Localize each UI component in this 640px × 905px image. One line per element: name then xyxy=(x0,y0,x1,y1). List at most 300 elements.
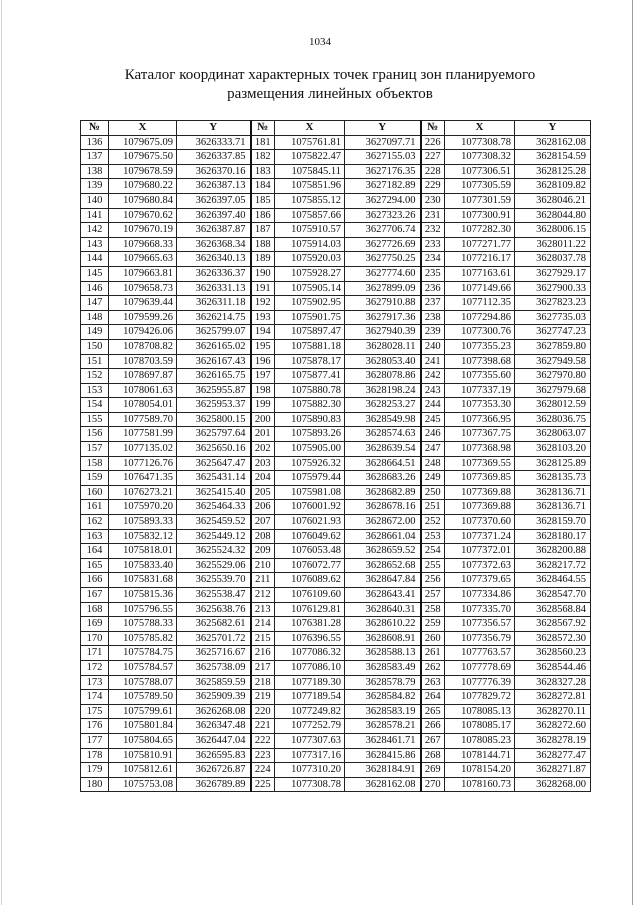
x-coordinate-cell: 1077355.60 xyxy=(445,369,515,384)
point-number-cell: 253 xyxy=(421,529,445,544)
point-number-cell: 257 xyxy=(421,588,445,603)
y-coordinate-cell: 3628610.22 xyxy=(345,617,421,632)
table-row xyxy=(81,339,591,354)
x-coordinate-cell: 1079658.73 xyxy=(109,281,177,296)
table-row xyxy=(81,471,591,486)
x-coordinate-cell: 1075753.08 xyxy=(109,777,177,792)
table-row xyxy=(81,602,591,617)
point-number-cell: 178 xyxy=(81,748,109,763)
point-number-cell: 229 xyxy=(421,179,445,194)
y-coordinate-cell: 3625701.72 xyxy=(177,631,251,646)
point-number-cell: 215 xyxy=(251,631,275,646)
x-coordinate-cell: 1077369.88 xyxy=(445,485,515,500)
x-coordinate-cell: 1079639.44 xyxy=(109,296,177,311)
x-coordinate-cell: 1075970.20 xyxy=(109,500,177,515)
x-coordinate-cell: 1075877.41 xyxy=(275,369,345,384)
table-row xyxy=(81,631,591,646)
y-coordinate-cell: 3628327.28 xyxy=(515,675,591,690)
x-coordinate-cell: 1075831.68 xyxy=(109,573,177,588)
x-coordinate-cell: 1075905.00 xyxy=(275,442,345,457)
x-coordinate-cell: 1077112.35 xyxy=(445,296,515,311)
y-coordinate-cell: 3628277.47 xyxy=(515,748,591,763)
y-coordinate-cell: 3626789.89 xyxy=(177,777,251,792)
header-y-1: Y xyxy=(177,121,251,136)
point-number-cell: 213 xyxy=(251,602,275,617)
x-coordinate-cell: 1077370.60 xyxy=(445,515,515,530)
point-number-cell: 227 xyxy=(421,150,445,165)
point-number-cell: 169 xyxy=(81,617,109,632)
x-coordinate-cell: 1077379.65 xyxy=(445,573,515,588)
x-coordinate-cell: 1077372.01 xyxy=(445,544,515,559)
point-number-cell: 248 xyxy=(421,456,445,471)
y-coordinate-cell: 3627750.25 xyxy=(345,252,421,267)
y-coordinate-cell: 3626595.83 xyxy=(177,748,251,763)
y-coordinate-cell: 3628664.51 xyxy=(345,456,421,471)
y-coordinate-cell: 3626370.16 xyxy=(177,164,251,179)
point-number-cell: 239 xyxy=(421,325,445,340)
y-coordinate-cell: 3628578.21 xyxy=(345,719,421,734)
y-coordinate-cell: 3625797.64 xyxy=(177,427,251,442)
table-row xyxy=(81,135,591,150)
y-coordinate-cell: 3625431.14 xyxy=(177,471,251,486)
x-coordinate-cell: 1075789.50 xyxy=(109,690,177,705)
x-coordinate-cell: 1079675.09 xyxy=(109,135,177,150)
y-coordinate-cell: 3628154.59 xyxy=(515,150,591,165)
x-coordinate-cell: 1077334.86 xyxy=(445,588,515,603)
y-coordinate-cell: 3627940.39 xyxy=(345,325,421,340)
point-number-cell: 179 xyxy=(81,763,109,778)
y-coordinate-cell: 3628672.00 xyxy=(345,515,421,530)
y-coordinate-cell: 3626167.43 xyxy=(177,354,251,369)
x-coordinate-cell: 1077335.70 xyxy=(445,602,515,617)
point-number-cell: 258 xyxy=(421,602,445,617)
point-number-cell: 205 xyxy=(251,485,275,500)
point-number-cell: 141 xyxy=(81,208,109,223)
point-number-cell: 216 xyxy=(251,646,275,661)
point-number-cell: 267 xyxy=(421,733,445,748)
x-coordinate-cell: 1078154.20 xyxy=(445,763,515,778)
table-row xyxy=(81,442,591,457)
x-coordinate-cell: 1076109.60 xyxy=(275,588,345,603)
x-coordinate-cell: 1077308.78 xyxy=(445,135,515,150)
y-coordinate-cell: 3626347.48 xyxy=(177,719,251,734)
x-coordinate-cell: 1075851.96 xyxy=(275,179,345,194)
x-coordinate-cell: 1079680.84 xyxy=(109,193,177,208)
point-number-cell: 219 xyxy=(251,690,275,705)
y-coordinate-cell: 3628643.41 xyxy=(345,588,421,603)
point-number-cell: 158 xyxy=(81,456,109,471)
point-number-cell: 138 xyxy=(81,164,109,179)
y-coordinate-cell: 3628036.75 xyxy=(515,412,591,427)
table-row xyxy=(81,296,591,311)
point-number-cell: 237 xyxy=(421,296,445,311)
y-coordinate-cell: 3628271.87 xyxy=(515,763,591,778)
y-coordinate-cell: 3627155.03 xyxy=(345,150,421,165)
point-number-cell: 164 xyxy=(81,544,109,559)
point-number-cell: 142 xyxy=(81,223,109,238)
x-coordinate-cell: 1079680.22 xyxy=(109,179,177,194)
point-number-cell: 217 xyxy=(251,660,275,675)
point-number-cell: 269 xyxy=(421,763,445,778)
x-coordinate-cell: 1075785.82 xyxy=(109,631,177,646)
point-number-cell: 150 xyxy=(81,339,109,354)
point-number-cell: 207 xyxy=(251,515,275,530)
page-number: 1034 xyxy=(309,36,331,48)
point-number-cell: 172 xyxy=(81,660,109,675)
y-coordinate-cell: 3625909.39 xyxy=(177,690,251,705)
y-coordinate-cell: 3625953.37 xyxy=(177,398,251,413)
x-coordinate-cell: 1077776.39 xyxy=(445,675,515,690)
table-row xyxy=(81,179,591,194)
x-coordinate-cell: 1077189.30 xyxy=(275,675,345,690)
x-coordinate-cell: 1077086.32 xyxy=(275,646,345,661)
table-row xyxy=(81,558,591,573)
point-number-cell: 167 xyxy=(81,588,109,603)
point-number-cell: 232 xyxy=(421,223,445,238)
point-number-cell: 260 xyxy=(421,631,445,646)
y-coordinate-cell: 3628640.31 xyxy=(345,602,421,617)
point-number-cell: 171 xyxy=(81,646,109,661)
y-coordinate-cell: 3628044.80 xyxy=(515,208,591,223)
x-coordinate-cell: 1075905.14 xyxy=(275,281,345,296)
x-coordinate-cell: 1075788.07 xyxy=(109,675,177,690)
y-coordinate-cell: 3628560.23 xyxy=(515,646,591,661)
y-coordinate-cell: 3628103.20 xyxy=(515,442,591,457)
x-coordinate-cell: 1075796.55 xyxy=(109,602,177,617)
point-number-cell: 251 xyxy=(421,500,445,515)
point-number-cell: 211 xyxy=(251,573,275,588)
point-number-cell: 198 xyxy=(251,383,275,398)
table-row xyxy=(81,704,591,719)
point-number-cell: 252 xyxy=(421,515,445,530)
point-number-cell: 270 xyxy=(421,777,445,792)
y-coordinate-cell: 3626311.18 xyxy=(177,296,251,311)
y-coordinate-cell: 3627970.80 xyxy=(515,369,591,384)
table-row xyxy=(81,733,591,748)
x-coordinate-cell: 1077249.82 xyxy=(275,704,345,719)
y-coordinate-cell: 3627929.17 xyxy=(515,266,591,281)
point-number-cell: 174 xyxy=(81,690,109,705)
y-coordinate-cell: 3625638.76 xyxy=(177,602,251,617)
y-coordinate-cell: 3628608.91 xyxy=(345,631,421,646)
y-coordinate-cell: 3625529.06 xyxy=(177,558,251,573)
y-coordinate-cell: 3628078.86 xyxy=(345,369,421,384)
y-coordinate-cell: 3626268.08 xyxy=(177,704,251,719)
x-coordinate-cell: 1075799.61 xyxy=(109,704,177,719)
point-number-cell: 177 xyxy=(81,733,109,748)
y-coordinate-cell: 3625647.47 xyxy=(177,456,251,471)
y-coordinate-cell: 3626337.85 xyxy=(177,150,251,165)
table-row xyxy=(81,573,591,588)
x-coordinate-cell: 1075893.33 xyxy=(109,515,177,530)
x-coordinate-cell: 1077589.70 xyxy=(109,412,177,427)
point-number-cell: 183 xyxy=(251,164,275,179)
y-coordinate-cell: 3628682.89 xyxy=(345,485,421,500)
y-coordinate-cell: 3626165.02 xyxy=(177,339,251,354)
point-number-cell: 175 xyxy=(81,704,109,719)
y-coordinate-cell: 3628125.89 xyxy=(515,456,591,471)
point-number-cell: 224 xyxy=(251,763,275,778)
x-coordinate-cell: 1077271.77 xyxy=(445,237,515,252)
y-coordinate-cell: 3627182.89 xyxy=(345,179,421,194)
x-coordinate-cell: 1075882.30 xyxy=(275,398,345,413)
point-number-cell: 154 xyxy=(81,398,109,413)
point-number-cell: 136 xyxy=(81,135,109,150)
x-coordinate-cell: 1075880.78 xyxy=(275,383,345,398)
y-coordinate-cell: 3628544.46 xyxy=(515,660,591,675)
y-coordinate-cell: 3628572.30 xyxy=(515,631,591,646)
table-header-row xyxy=(81,121,591,136)
y-coordinate-cell: 3628063.07 xyxy=(515,427,591,442)
x-coordinate-cell: 1077163.61 xyxy=(445,266,515,281)
header-y-2: Y xyxy=(345,121,421,136)
table-row xyxy=(81,456,591,471)
table-row xyxy=(81,398,591,413)
x-coordinate-cell: 1076053.48 xyxy=(275,544,345,559)
y-coordinate-cell: 3628217.72 xyxy=(515,558,591,573)
point-number-cell: 201 xyxy=(251,427,275,442)
point-number-cell: 162 xyxy=(81,515,109,530)
y-coordinate-cell: 3628012.59 xyxy=(515,398,591,413)
point-number-cell: 221 xyxy=(251,719,275,734)
y-coordinate-cell: 3626165.75 xyxy=(177,369,251,384)
x-coordinate-cell: 1077398.68 xyxy=(445,354,515,369)
y-coordinate-cell: 3625800.15 xyxy=(177,412,251,427)
x-coordinate-cell: 1077301.59 xyxy=(445,193,515,208)
x-coordinate-cell: 1077371.24 xyxy=(445,529,515,544)
y-coordinate-cell: 3628584.82 xyxy=(345,690,421,705)
y-coordinate-cell: 3625859.59 xyxy=(177,675,251,690)
y-coordinate-cell: 3628683.26 xyxy=(345,471,421,486)
x-coordinate-cell: 1075812.61 xyxy=(109,763,177,778)
point-number-cell: 199 xyxy=(251,398,275,413)
x-coordinate-cell: 1077372.63 xyxy=(445,558,515,573)
x-coordinate-cell: 1077763.57 xyxy=(445,646,515,661)
point-number-cell: 230 xyxy=(421,193,445,208)
point-number-cell: 243 xyxy=(421,383,445,398)
y-coordinate-cell: 3627323.26 xyxy=(345,208,421,223)
table-row xyxy=(81,237,591,252)
y-coordinate-cell: 3628136.71 xyxy=(515,485,591,500)
header-x-2: X xyxy=(275,121,345,136)
point-number-cell: 189 xyxy=(251,252,275,267)
point-number-cell: 202 xyxy=(251,442,275,457)
y-coordinate-cell: 3627735.03 xyxy=(515,310,591,325)
point-number-cell: 249 xyxy=(421,471,445,486)
x-coordinate-cell: 1077126.76 xyxy=(109,456,177,471)
scan-edge-right xyxy=(632,0,633,905)
point-number-cell: 144 xyxy=(81,252,109,267)
x-coordinate-cell: 1077282.30 xyxy=(445,223,515,238)
y-coordinate-cell: 3628415.86 xyxy=(345,748,421,763)
point-number-cell: 139 xyxy=(81,179,109,194)
point-number-cell: 247 xyxy=(421,442,445,457)
x-coordinate-cell: 1075914.03 xyxy=(275,237,345,252)
x-coordinate-cell: 1079665.63 xyxy=(109,252,177,267)
point-number-cell: 145 xyxy=(81,266,109,281)
x-coordinate-cell: 1077366.95 xyxy=(445,412,515,427)
y-coordinate-cell: 3626397.05 xyxy=(177,193,251,208)
x-coordinate-cell: 1075822.47 xyxy=(275,150,345,165)
y-coordinate-cell: 3625464.33 xyxy=(177,500,251,515)
y-coordinate-cell: 3628578.79 xyxy=(345,675,421,690)
x-coordinate-cell: 1078085.13 xyxy=(445,704,515,719)
x-coordinate-cell: 1075761.81 xyxy=(275,135,345,150)
y-coordinate-cell: 3628272.81 xyxy=(515,690,591,705)
x-coordinate-cell: 1078144.71 xyxy=(445,748,515,763)
y-coordinate-cell: 3625539.70 xyxy=(177,573,251,588)
y-coordinate-cell: 3625415.40 xyxy=(177,485,251,500)
point-number-cell: 220 xyxy=(251,704,275,719)
table-row xyxy=(81,763,591,778)
point-number-cell: 143 xyxy=(81,237,109,252)
x-coordinate-cell: 1079670.19 xyxy=(109,223,177,238)
y-coordinate-cell: 3628647.84 xyxy=(345,573,421,588)
point-number-cell: 241 xyxy=(421,354,445,369)
y-coordinate-cell: 3628567.92 xyxy=(515,617,591,632)
x-coordinate-cell: 1075910.57 xyxy=(275,223,345,238)
x-coordinate-cell: 1079663.81 xyxy=(109,266,177,281)
point-number-cell: 140 xyxy=(81,193,109,208)
table-row xyxy=(81,748,591,763)
header-number-2: № xyxy=(251,121,275,136)
point-number-cell: 190 xyxy=(251,266,275,281)
x-coordinate-cell: 1075804.65 xyxy=(109,733,177,748)
x-coordinate-cell: 1077368.98 xyxy=(445,442,515,457)
table-row xyxy=(81,515,591,530)
point-number-cell: 228 xyxy=(421,164,445,179)
point-number-cell: 210 xyxy=(251,558,275,573)
x-coordinate-cell: 1077189.54 xyxy=(275,690,345,705)
point-number-cell: 246 xyxy=(421,427,445,442)
y-coordinate-cell: 3627900.33 xyxy=(515,281,591,296)
x-coordinate-cell: 1075784.75 xyxy=(109,646,177,661)
x-coordinate-cell: 1075901.75 xyxy=(275,310,345,325)
x-coordinate-cell: 1078061.63 xyxy=(109,383,177,398)
y-coordinate-cell: 3628028.11 xyxy=(345,339,421,354)
x-coordinate-cell: 1075920.03 xyxy=(275,252,345,267)
y-coordinate-cell: 3628268.00 xyxy=(515,777,591,792)
header-x-3: X xyxy=(445,121,515,136)
point-number-cell: 223 xyxy=(251,748,275,763)
point-number-cell: 180 xyxy=(81,777,109,792)
table-row xyxy=(81,354,591,369)
y-coordinate-cell: 3628135.73 xyxy=(515,471,591,486)
y-coordinate-cell: 3628006.15 xyxy=(515,223,591,238)
x-coordinate-cell: 1077337.19 xyxy=(445,383,515,398)
x-coordinate-cell: 1076381.28 xyxy=(275,617,345,632)
y-coordinate-cell: 3627774.60 xyxy=(345,266,421,281)
point-number-cell: 156 xyxy=(81,427,109,442)
x-coordinate-cell: 1079599.26 xyxy=(109,310,177,325)
x-coordinate-cell: 1077300.91 xyxy=(445,208,515,223)
y-coordinate-cell: 3628184.91 xyxy=(345,763,421,778)
x-coordinate-cell: 1077355.23 xyxy=(445,339,515,354)
point-number-cell: 188 xyxy=(251,237,275,252)
y-coordinate-cell: 3628053.40 xyxy=(345,354,421,369)
x-coordinate-cell: 1078085.23 xyxy=(445,733,515,748)
y-coordinate-cell: 3628162.08 xyxy=(345,777,421,792)
point-number-cell: 238 xyxy=(421,310,445,325)
x-coordinate-cell: 1076129.81 xyxy=(275,602,345,617)
point-number-cell: 233 xyxy=(421,237,445,252)
table-row xyxy=(81,646,591,661)
point-number-cell: 208 xyxy=(251,529,275,544)
table-row xyxy=(81,690,591,705)
x-coordinate-cell: 1076273.21 xyxy=(109,485,177,500)
y-coordinate-cell: 3628549.98 xyxy=(345,412,421,427)
point-number-cell: 234 xyxy=(421,252,445,267)
y-coordinate-cell: 3628272.60 xyxy=(515,719,591,734)
point-number-cell: 197 xyxy=(251,369,275,384)
table-row xyxy=(81,310,591,325)
y-coordinate-cell: 3628464.55 xyxy=(515,573,591,588)
point-number-cell: 264 xyxy=(421,690,445,705)
point-number-cell: 255 xyxy=(421,558,445,573)
header-x-1: X xyxy=(109,121,177,136)
table-row xyxy=(81,164,591,179)
point-number-cell: 262 xyxy=(421,660,445,675)
y-coordinate-cell: 3625716.67 xyxy=(177,646,251,661)
point-number-cell: 240 xyxy=(421,339,445,354)
x-coordinate-cell: 1076072.77 xyxy=(275,558,345,573)
x-coordinate-cell: 1075810.91 xyxy=(109,748,177,763)
y-coordinate-cell: 3627294.00 xyxy=(345,193,421,208)
table-row xyxy=(81,485,591,500)
point-number-cell: 200 xyxy=(251,412,275,427)
y-coordinate-cell: 3628639.54 xyxy=(345,442,421,457)
y-coordinate-cell: 3626333.71 xyxy=(177,135,251,150)
x-coordinate-cell: 1075981.08 xyxy=(275,485,345,500)
x-coordinate-cell: 1079678.59 xyxy=(109,164,177,179)
point-number-cell: 146 xyxy=(81,281,109,296)
y-coordinate-cell: 3628109.82 xyxy=(515,179,591,194)
x-coordinate-cell: 1075878.17 xyxy=(275,354,345,369)
point-number-cell: 245 xyxy=(421,412,445,427)
x-coordinate-cell: 1078708.82 xyxy=(109,339,177,354)
x-coordinate-cell: 1076089.62 xyxy=(275,573,345,588)
table-row xyxy=(81,719,591,734)
table-row xyxy=(81,369,591,384)
point-number-cell: 214 xyxy=(251,617,275,632)
y-coordinate-cell: 3627176.35 xyxy=(345,164,421,179)
y-coordinate-cell: 3628011.22 xyxy=(515,237,591,252)
table-row xyxy=(81,500,591,515)
x-coordinate-cell: 1079675.50 xyxy=(109,150,177,165)
point-number-cell: 222 xyxy=(251,733,275,748)
y-coordinate-cell: 3628278.19 xyxy=(515,733,591,748)
x-coordinate-cell: 1077369.55 xyxy=(445,456,515,471)
point-number-cell: 149 xyxy=(81,325,109,340)
x-coordinate-cell: 1077369.88 xyxy=(445,500,515,515)
point-number-cell: 166 xyxy=(81,573,109,588)
point-number-cell: 193 xyxy=(251,310,275,325)
point-number-cell: 261 xyxy=(421,646,445,661)
y-coordinate-cell: 3628125.28 xyxy=(515,164,591,179)
y-coordinate-cell: 3627706.74 xyxy=(345,223,421,238)
point-number-cell: 165 xyxy=(81,558,109,573)
point-number-cell: 192 xyxy=(251,296,275,311)
table-row xyxy=(81,617,591,632)
point-number-cell: 161 xyxy=(81,500,109,515)
y-coordinate-cell: 3628652.68 xyxy=(345,558,421,573)
point-number-cell: 209 xyxy=(251,544,275,559)
point-number-cell: 235 xyxy=(421,266,445,281)
table-row xyxy=(81,544,591,559)
x-coordinate-cell: 1075979.44 xyxy=(275,471,345,486)
x-coordinate-cell: 1077086.10 xyxy=(275,660,345,675)
y-coordinate-cell: 3625449.12 xyxy=(177,529,251,544)
